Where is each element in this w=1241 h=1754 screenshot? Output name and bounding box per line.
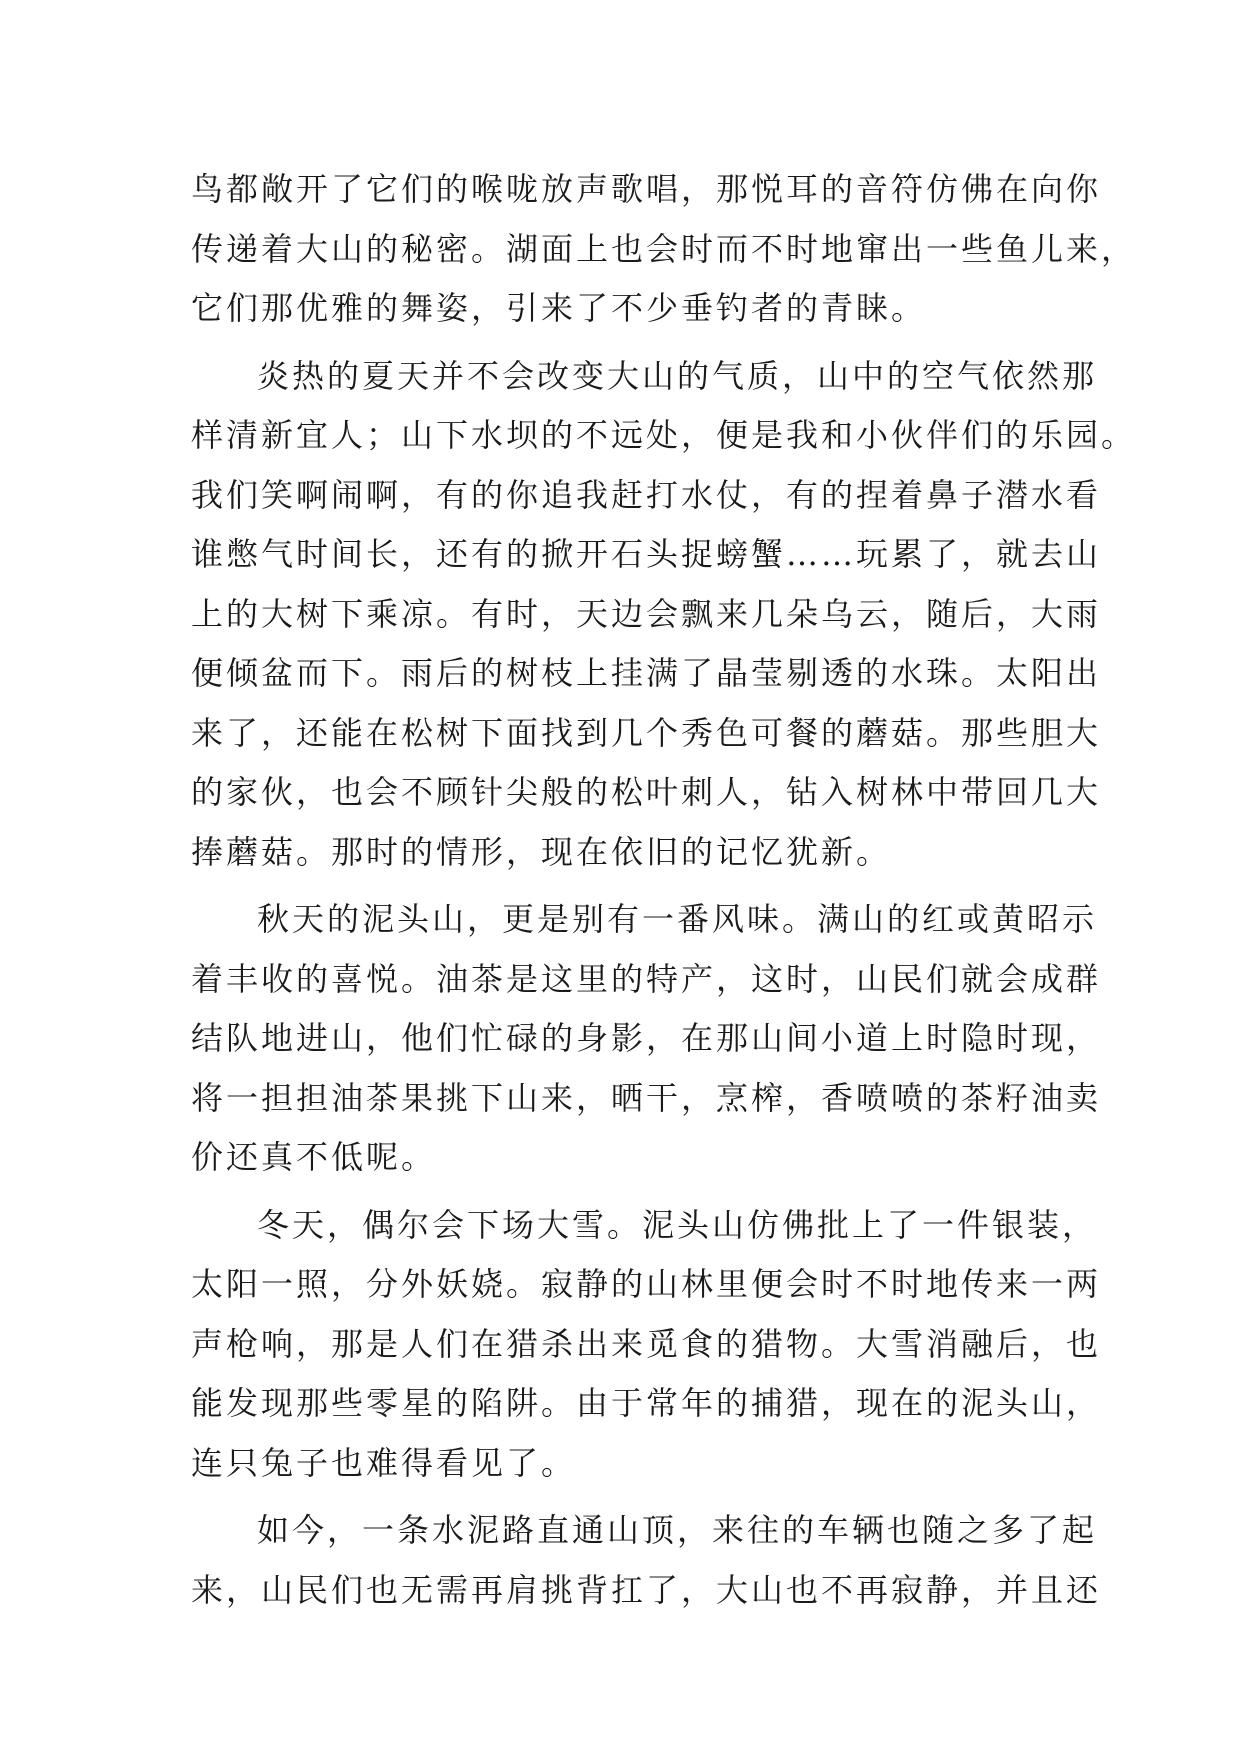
text-line: 捧蘑菇。那时的情形，现在依旧的记忆犹新。 — [191, 832, 892, 871]
text-line: 鸟都敞开了它们的喉咙放声歌唱，那悦耳的音符仿佛在向你 — [191, 170, 1102, 208]
text-line: 来了，还能在松树下面找到几个秀色可餐的蘑菇。那些胆大 — [191, 713, 1102, 752]
text-line: 来，山民们也无需再肩挑背扛了，大山也不再寂静，并且还 — [191, 1570, 1102, 1609]
paragraph-summer-start: 炎热的夏天并不会改变大山的气质，山中的空气依然那 — [257, 356, 1098, 395]
text-line: 声枪响，那是人们在猎杀出来觅食的猎物。大雪消融后，也 — [191, 1324, 1102, 1363]
text-line: 便倾盆而下。雨后的树枝上挂满了晶莹剔透的水珠。太阳出 — [191, 654, 1102, 692]
text-line: 它们那优雅的舞姿，引来了不少垂钓者的青睐。 — [191, 289, 927, 327]
text-line: 上的大树下乘凉。有时，天边会飘来几朵乌云，随后，大雨 — [191, 594, 1102, 633]
text-line: 谁憋气时间长，还有的掀开石头捉螃蟹……玩累了，就去山 — [191, 535, 1102, 573]
paragraph-winter-start: 冬天，偶尔会下场大雪。泥头山仿佛批上了一件银装， — [257, 1205, 1098, 1244]
text-line: 能发现那些零星的陷阱。由于常年的捕猎，现在的泥头山， — [191, 1384, 1102, 1422]
text-line: 结队地进山，他们忙碌的身影，在那山间小道上时隐时现， — [191, 1019, 1102, 1057]
text-line: 价还真不低呢。 — [191, 1138, 437, 1176]
paragraph-autumn-start: 秋天的泥头山，更是别有一番风味。满山的红或黄昭示 — [257, 900, 1098, 938]
text-line: 着丰收的喜悦。油茶是这里的特产，这时，山民们就会成群 — [191, 959, 1102, 998]
text-line: 的家伙，也会不顾针尖般的松叶刺人，钻入树林中带回几大 — [191, 773, 1102, 811]
article-body — [191, 160, 1137, 1620]
text-line: 传递着大山的秘密。湖面上也会时而不时地窜出一些鱼儿来， — [191, 229, 1137, 268]
text-line: 将一担担油茶果挑下山来，晒干，烹榨，香喷喷的茶籽油卖 — [191, 1078, 1102, 1117]
text-line: 连只兔子也难得看见了。 — [191, 1443, 577, 1482]
text-line: 样清新宜人；山下水坝的不远处，便是我和小伙伴们的乐园。 — [191, 416, 1137, 454]
paragraph-today-start: 如今，一条水泥路直通山顶，来往的车辆也随之多了起 — [257, 1511, 1098, 1549]
text-line: 我们笑啊闹啊，有的你追我赶打水仗，有的捏着鼻子潜水看 — [191, 475, 1102, 514]
text-line: 太阳一照，分外妖娆。寂静的山林里便会时不时地传来一两 — [191, 1265, 1102, 1303]
